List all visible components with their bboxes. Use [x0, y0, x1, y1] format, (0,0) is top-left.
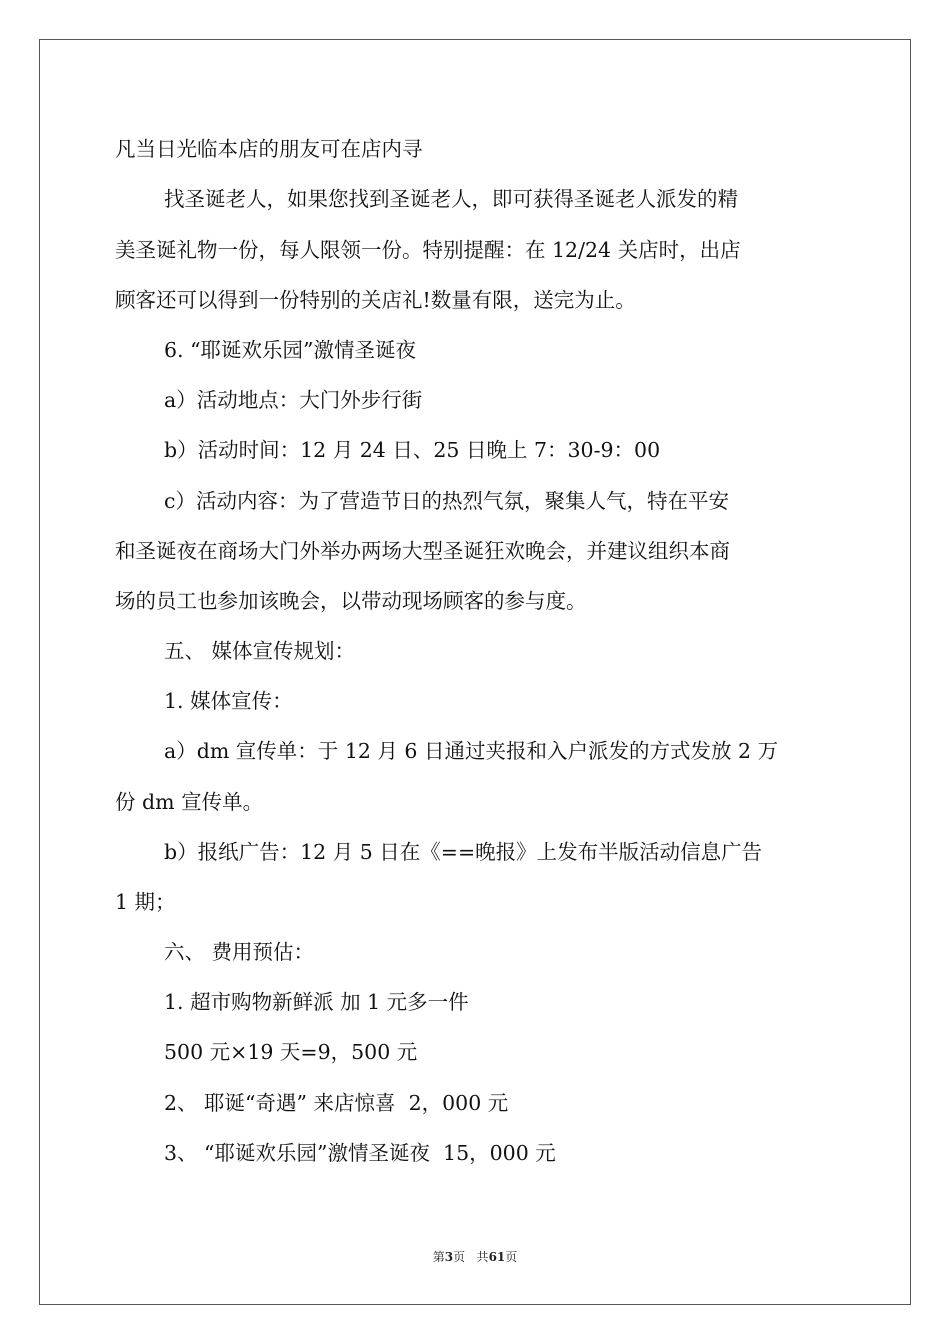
text-line: 和圣诞夜在商场大门外举办两场大型圣诞狂欢晚会，并建议组织本商 [115, 539, 730, 563]
total-prefix: 共 [476, 1250, 489, 1264]
section-heading: 五、 媒体宣传规划： [164, 639, 356, 663]
text-line: 份 dm 宣传单。 [115, 790, 264, 814]
text-line: b）活动时间：12 月 24 日、25 日晚上 7：30-9：00 [164, 438, 661, 462]
text-line: 500 元×19 天=9，500 元 [164, 1040, 418, 1064]
section-heading: 六、 费用预估： [164, 940, 315, 964]
page-current: 3 [444, 1250, 454, 1264]
page-total: 61 [488, 1250, 506, 1264]
text-line: a）dm 宣传单：于 12 月 6 日通过夹报和入户派发的方式发放 2 万 [164, 739, 779, 763]
total-suffix: 页 [505, 1250, 518, 1264]
text-line: 顾客还可以得到一份特别的关店礼!数量有限，送完为止。 [115, 288, 636, 312]
text-line: 凡当日光临本店的朋友可在店内寻 [115, 137, 423, 161]
text-line: 1 期； [115, 890, 176, 914]
section-heading: 6. “耶诞欢乐园”激情圣诞夜 [164, 338, 417, 362]
text-line: 找圣诞老人，如果您找到圣诞老人，即可获得圣诞老人派发的精 [164, 187, 738, 211]
text-line: 2、 耶诞“奇遇” 来店惊喜 2，000 元 [164, 1091, 509, 1115]
text-line: 1. 超市购物新鲜派 加 1 元多一件 [164, 990, 469, 1014]
text-line: 美圣诞礼物一份，每人限领一份。特别提醒：在 12/24 关店时，出店 [115, 238, 741, 262]
page-prefix: 第 [432, 1250, 445, 1264]
text-line: 场的员工也参加该晚会，以带动现场顾客的参与度。 [115, 589, 587, 613]
page-suffix: 页 [453, 1250, 466, 1264]
page-footer [0, 1248, 950, 1265]
text-line: b）报纸广告：12 月 5 日在《==晚报》上发布半版活动信息广告 [164, 840, 763, 864]
text-line: 3、 “耶诞欢乐园”激情圣诞夜 15，000 元 [164, 1141, 556, 1165]
text-line: c）活动内容：为了营造节日的热烈气氛，聚集人气，特在平安 [164, 489, 729, 513]
section-heading: 1. 媒体宣传： [164, 689, 293, 713]
text-line: a）活动地点：大门外步行街 [164, 388, 423, 412]
